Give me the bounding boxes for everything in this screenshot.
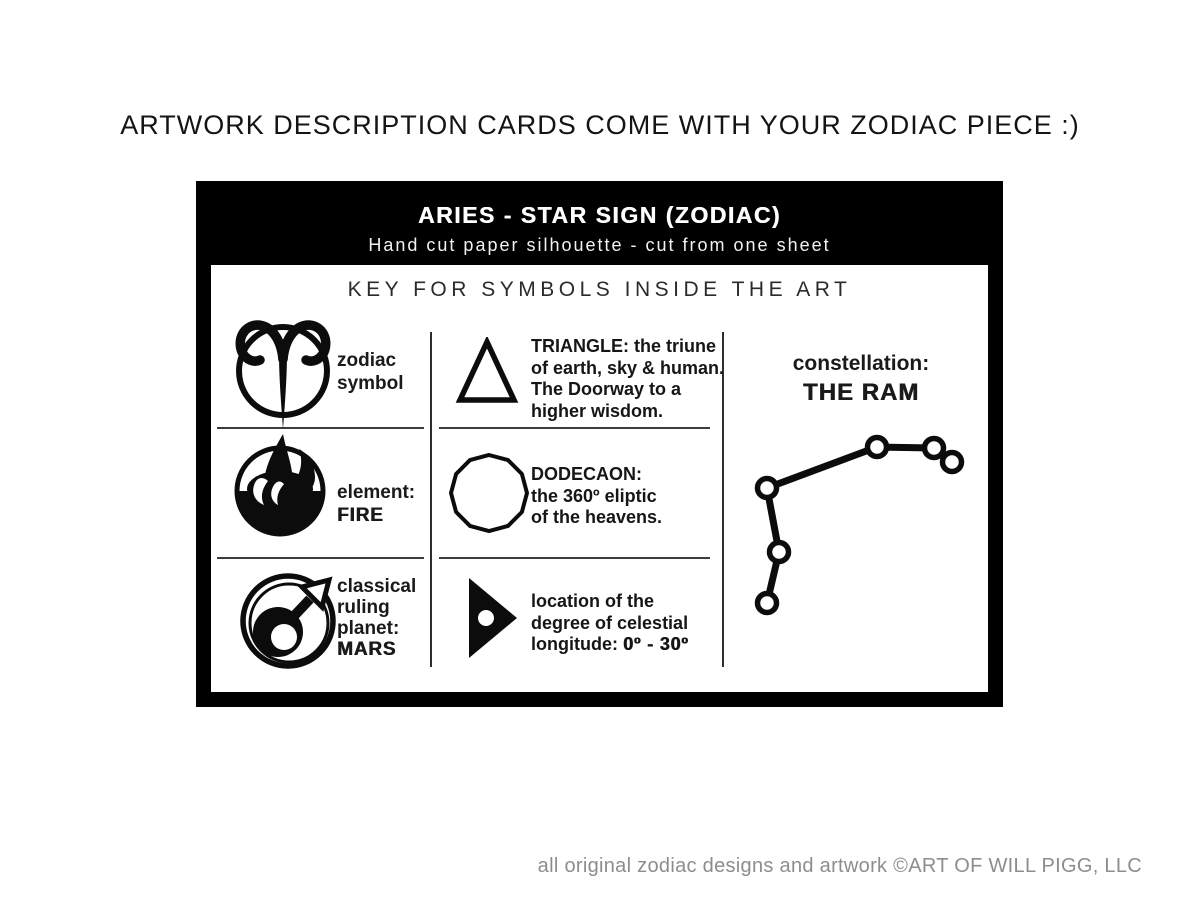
ruling-planet-label: classical ruling planet: MARS xyxy=(337,576,417,660)
longitude-description: location of the degree of celestial longitude: 0º - 30º xyxy=(531,591,689,654)
vertical-divider-1 xyxy=(430,332,432,667)
fire-icon xyxy=(225,429,343,549)
description-card xyxy=(196,181,1003,707)
planet-value: MARS xyxy=(337,639,397,660)
card-title: ARIES - STAR SIGN (ZODIAC) xyxy=(417,202,782,228)
triangle-icon xyxy=(455,337,519,405)
dodecagon-description: DODECAON: the 360º eliptic of the heavens. xyxy=(531,464,663,527)
triangle-description: TRIANGLE: the triune of earth, sky & human. The Doorway to a higher wisdom. xyxy=(531,336,725,421)
page-heading: ARTWORK DESCRIPTION CARDS COME WITH YOUR ZODIAC PIECE :) xyxy=(120,110,1080,140)
horizontal-divider-row2-col1 xyxy=(217,557,424,559)
constellation-value: THE RAM xyxy=(802,379,920,406)
mars-icon xyxy=(228,561,348,681)
constellation-diagram xyxy=(730,420,988,630)
location-marker-icon xyxy=(469,578,517,658)
constellation-label: constellation: THE RAM xyxy=(731,352,991,407)
horizontal-divider-row1-col2 xyxy=(439,427,710,429)
element-value: FIRE xyxy=(337,505,384,526)
key-heading: KEY FOR SYMBOLS INSIDE THE ART xyxy=(347,278,852,301)
element-label: element: FIRE xyxy=(337,482,416,526)
card-header xyxy=(196,181,1003,265)
dodecagon-icon xyxy=(447,451,531,535)
copyright-footer: all original zodiac designs and artwork ©ART OF WILL PIGG, LLC xyxy=(537,855,1142,877)
longitude-value: 0º - 30º xyxy=(622,634,689,654)
card-body xyxy=(211,265,988,692)
zodiac-symbol-label: zodiac symbol xyxy=(337,350,404,394)
card-subtitle: Hand cut paper silhouette - cut from one sheet xyxy=(368,235,831,255)
horizontal-divider-row2-col2 xyxy=(439,557,710,559)
